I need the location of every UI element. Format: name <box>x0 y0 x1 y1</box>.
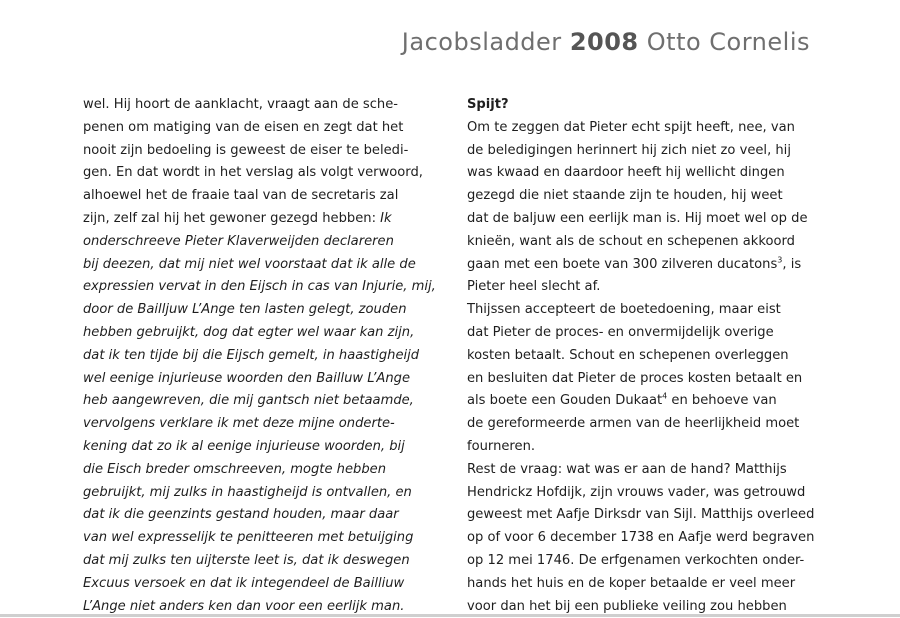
left-text-line: dat mij zulks ten uijterste leet is, dat ik deswegen <box>83 552 410 568</box>
right-text-column <box>467 94 817 618</box>
left-text-line: hebben gebruijkt, dog dat egter wel waar kan zijn, <box>83 324 415 340</box>
right-text-line: geweest met Aafje Dirksdr van Sijl. Matthijs overleed <box>467 507 815 523</box>
right-text-line: was kwaad en daardoor heeft hij wellicht dingen <box>467 165 785 181</box>
left-text-line: alhoewel het de fraaie taal van de secretaris zal <box>83 188 399 204</box>
left-text-line: bij deezen, dat mij niet wel voorstaat dat ik alle de <box>83 256 416 272</box>
left-text-line: zijn, zelf zal hij het gewoner gezegd hebben: Ik <box>83 210 392 226</box>
left-text-line: dat ik die geenzints gestand houden, maar daar <box>83 507 399 523</box>
header-title: Jacobsladder <box>401 28 562 56</box>
right-text-line: als boete een Gouden Dukaat$^4$ en behoeve van <box>467 392 777 409</box>
right-text-line: hands het huis en de koper betaalde er veel meer <box>467 575 796 591</box>
left-text-line: expressien vervat in den Eijsch in cas van Injurie, mij, <box>83 279 436 295</box>
right-text-line: Rest de vraag: wat was er aan de hand? Matthijs <box>467 461 787 477</box>
left-text-line: nooit zijn bedoeling is geweest de eiser te beledi- <box>83 142 409 158</box>
left-text-line: L’Ange niet anders ken dan voor een eerlijk man. <box>83 598 405 614</box>
right-text-line: kosten betaalt. Schout en schepenen overleggen <box>467 347 789 363</box>
right-text-line: fourneren. <box>467 438 536 454</box>
left-text-line: vervolgens verklare ik met deze mijne onderte- <box>83 416 395 432</box>
left-text-column <box>83 94 436 618</box>
right-text-line: de gereformeerde armen van de heerlijkheid moet <box>467 416 800 432</box>
right-text-line: Hendrickz Hofdijk, zijn vrouws vader, was getrouwd <box>467 484 806 500</box>
left-text-line: gen. En dat wordt in het verslag als volgt verwoord, <box>83 165 423 181</box>
right-text-line: de beledigingen herinnert hij zich niet zo veel, hij <box>467 142 791 158</box>
left-text-line: penen om matiging van de eisen en zegt dat het <box>83 119 404 135</box>
right-text-line: op 12 mei 1746. De erfgenamen verkochten onder- <box>467 552 805 568</box>
right-text-line: en besluiten dat Pieter de proces kosten betaalt en <box>467 370 803 386</box>
right-text-line: Om te zeggen dat Pieter echt spijt heeft, nee, van <box>467 119 795 135</box>
left-text-line: kening dat zo ik al eenige injurieuse woorden, bij <box>83 438 405 454</box>
right-text-line: op of voor 6 december 1738 en Aafje werd begraven <box>467 530 815 546</box>
right-text-line: dat de baljuw een eerlijk man is. Hij moet wel op de <box>467 210 808 226</box>
footnote-marker: 3 <box>777 255 783 265</box>
right-text-line: voor dan het bij een publieke veiling zou hebben <box>467 598 787 614</box>
header-author: Otto Cornelis <box>646 28 810 56</box>
left-text-line: door de Bailljuw L’Ange ten lasten gelegt, zouden <box>83 302 407 318</box>
left-text-line: van wel expresselijk te penitteeren met betuijging <box>83 530 414 546</box>
left-text-line: die Eisch breder omschreeven, mogte hebben <box>83 461 386 477</box>
left-text-line: dat ik ten tijde bij die Eijsch gemelt, in haastigheijd <box>83 347 420 363</box>
left-text-line: wel. Hij hoort de aanklacht, vraagt aan de sche- <box>83 97 399 112</box>
section-heading: Spijt? <box>467 97 509 112</box>
right-text-line: dat Pieter de proces- en onvermijdelijk overige <box>467 324 774 340</box>
left-text-line: heb aangewreven, die mij gantsch niet betaamde, <box>83 393 414 409</box>
page-header <box>402 28 810 56</box>
right-text-line: gezegd die niet staande zijn te houden, hij weet <box>467 188 783 204</box>
right-text-line: knieën, want als de schout en schepenen akkoord <box>467 233 795 249</box>
footnote-marker: 4 <box>662 392 668 401</box>
left-text-line: gebruijkt, mij zulks in haastigheijd is ontvallen, en <box>83 484 412 500</box>
header-year: 2008 <box>569 28 639 56</box>
right-text-line: Pieter heel slecht af. <box>467 279 601 295</box>
right-text-line: Thijssen accepteert de boetedoening, maar eist <box>467 302 781 318</box>
left-text-line: onderschreeve Pieter Klaverweijden declareren <box>83 233 394 249</box>
left-text-line: Excuus versoek en dat ik integendeel de Bailliuw <box>83 575 405 591</box>
right-text-line: gaan met een boete van 300 zilveren ducatons$^3$, is <box>467 255 802 272</box>
left-text-line: wel eenige injurieuse woorden den Bailluw L’Ange <box>83 370 411 386</box>
